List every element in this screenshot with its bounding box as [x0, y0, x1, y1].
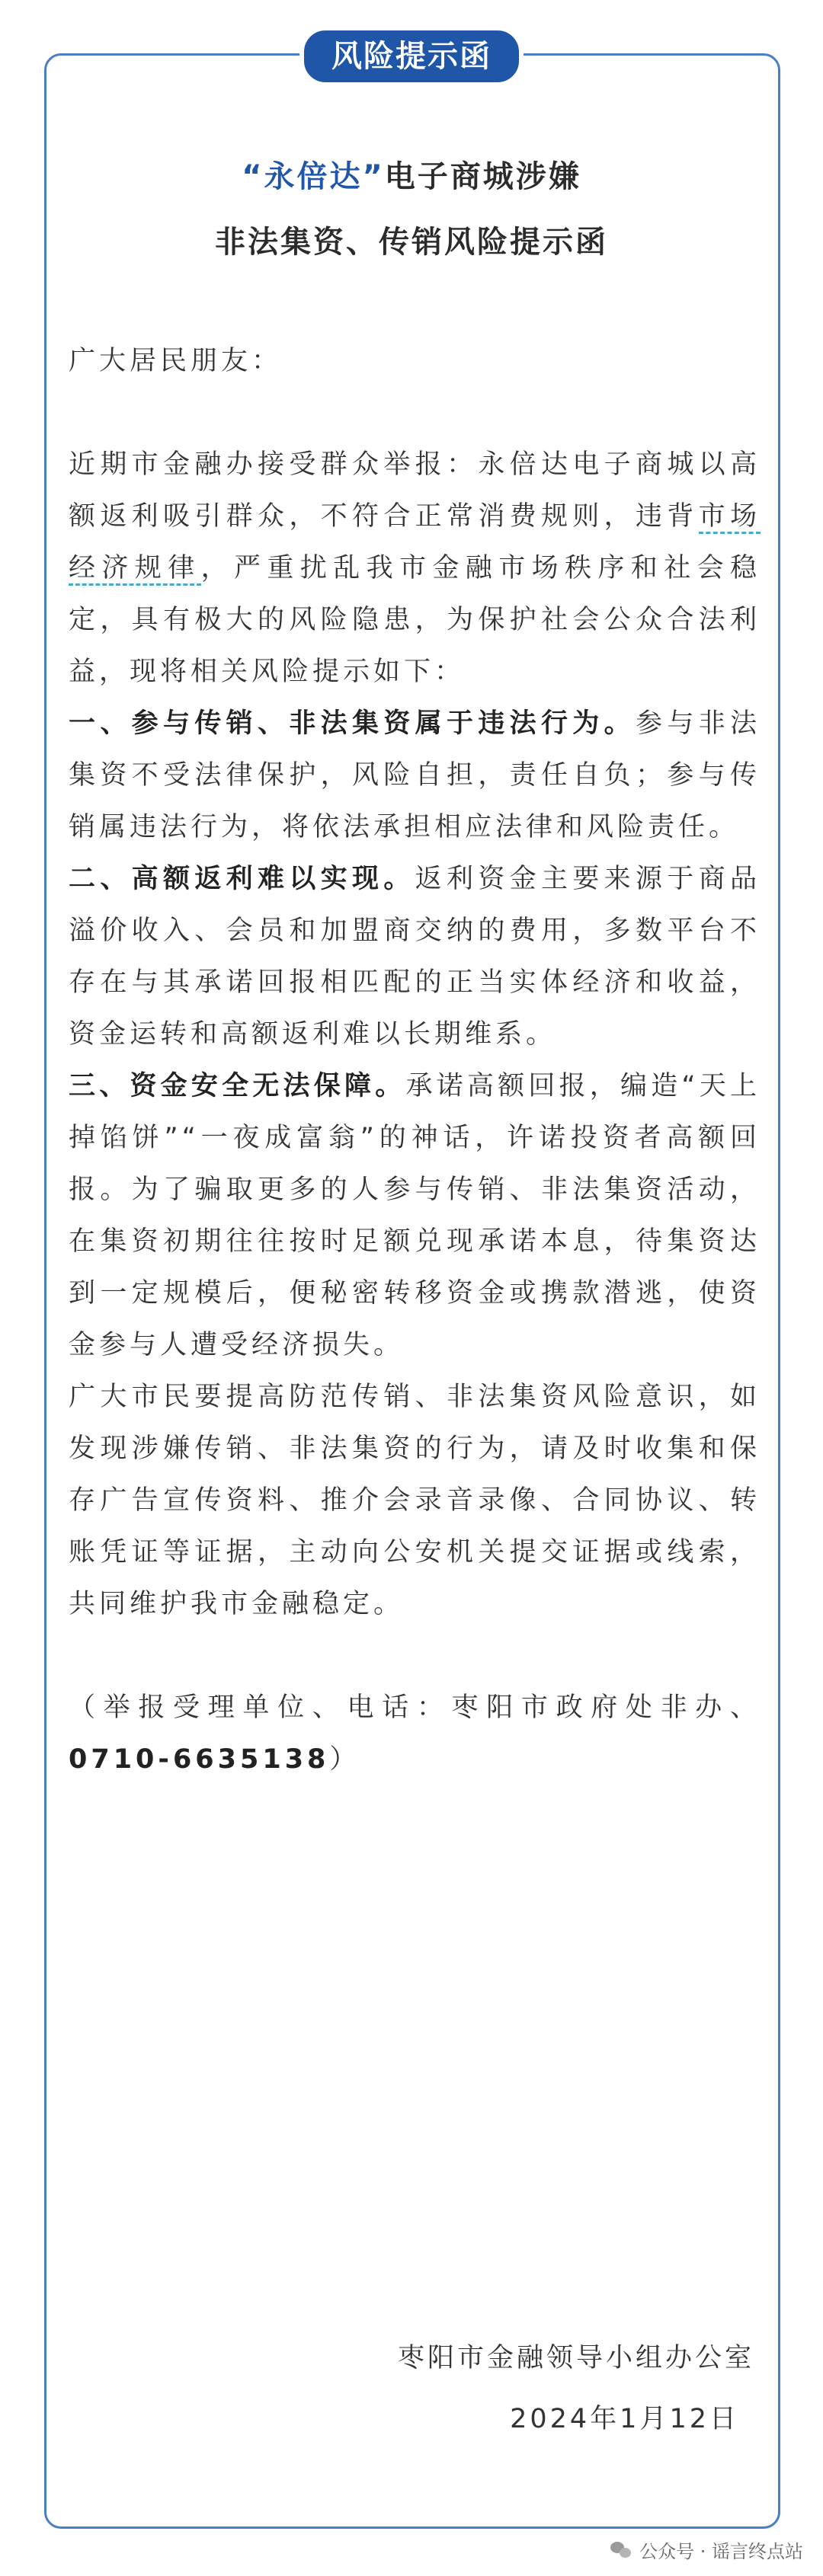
- title-line-1: [69, 152, 754, 196]
- letter-body: [69, 335, 761, 1785]
- point-3-text: 承诺高额回报，编造“天上掉馅饼”“一夜成富翁”的神话，许诺投资者高额回报。为了骗取更多的人参与传销、非法集资活动，在集资初期往往按时足额兑现承诺本息，待集资达到一定规模后，便秘密转移资金或携款潜逃，使资金参与人遭受经济损失。: [69, 1071, 761, 1360]
- point-1-heading: 一、参与传销、非法集资属于违法行为。: [69, 708, 636, 739]
- signature-org: 枣阳市金融领导小组办公室: [397, 2343, 754, 2373]
- intro-text-1: 近期市金融办接受群众举报：永倍达电子商城以高额返利吸引群众，不符合正常消费规则，违背: [69, 449, 761, 532]
- point-2-heading: 二、高额返利难以实现。: [69, 864, 415, 894]
- point-2-text: 返利资金主要来源于商品溢价收入、会员和加盟商交纳的费用，多数平台不存在与其承诺回报相匹配的正当实体经济和收益，资金运转和高额返利难以长期维系。: [69, 864, 761, 1050]
- point-3: [69, 1060, 761, 1371]
- title-line-2: 非法集资、传销风险提示函: [215, 225, 608, 260]
- intro-paragraph: [69, 439, 761, 698]
- footer-watermark: [610, 2536, 803, 2563]
- title-quote-close: ”: [362, 159, 385, 194]
- contact-paragraph: [69, 1682, 761, 1785]
- intro-text-2: ，严重扰乱我市金融市场秩序和社会稳定，具有极大的风险隐患，为保护社会公众合法利益，现将相关风险提示如下：: [69, 553, 761, 687]
- footer-label: 公众号 · 谣言终点站: [639, 2541, 803, 2562]
- appeal-paragraph: 广大市民要提高防范传销、非法集资风险意识，如发现涉嫌传销、非法集资的行为，请及时收集和保存广告宣传资料、推介会录音录像、合同协议、转账凭证等证据，主动向公安机关提交证据或线索，共同维护我市金融稳定。: [69, 1382, 761, 1619]
- point-3-heading: 三、资金安全无法保障。: [69, 1071, 406, 1101]
- contact-phone: 0710-6635138: [69, 1744, 330, 1775]
- title-quote-open: “: [242, 159, 264, 194]
- market-law-link[interactable]: 市场经济规律: [69, 501, 761, 586]
- greeting: 广大居民朋友：: [69, 346, 283, 376]
- contact-prefix: （举报受理单位、电话：枣阳市政府处非办、: [69, 1692, 761, 1723]
- point-1-text: 参与非法集资不受法律保护，风险自担，责任自负；参与传销属违法行为，将依法承担相应法律和风险责任。: [69, 708, 761, 842]
- signature-date: 2024年1月12日: [510, 2404, 739, 2434]
- wechat-icon: [610, 2540, 633, 2560]
- point-1: [69, 698, 761, 853]
- title-brand: 永倍达: [264, 159, 363, 194]
- title-rest: 电子商城涉嫌: [384, 159, 581, 194]
- contact-suffix: ）: [329, 1744, 360, 1775]
- point-2: [69, 853, 761, 1060]
- header-badge: 风险提示函: [299, 26, 524, 87]
